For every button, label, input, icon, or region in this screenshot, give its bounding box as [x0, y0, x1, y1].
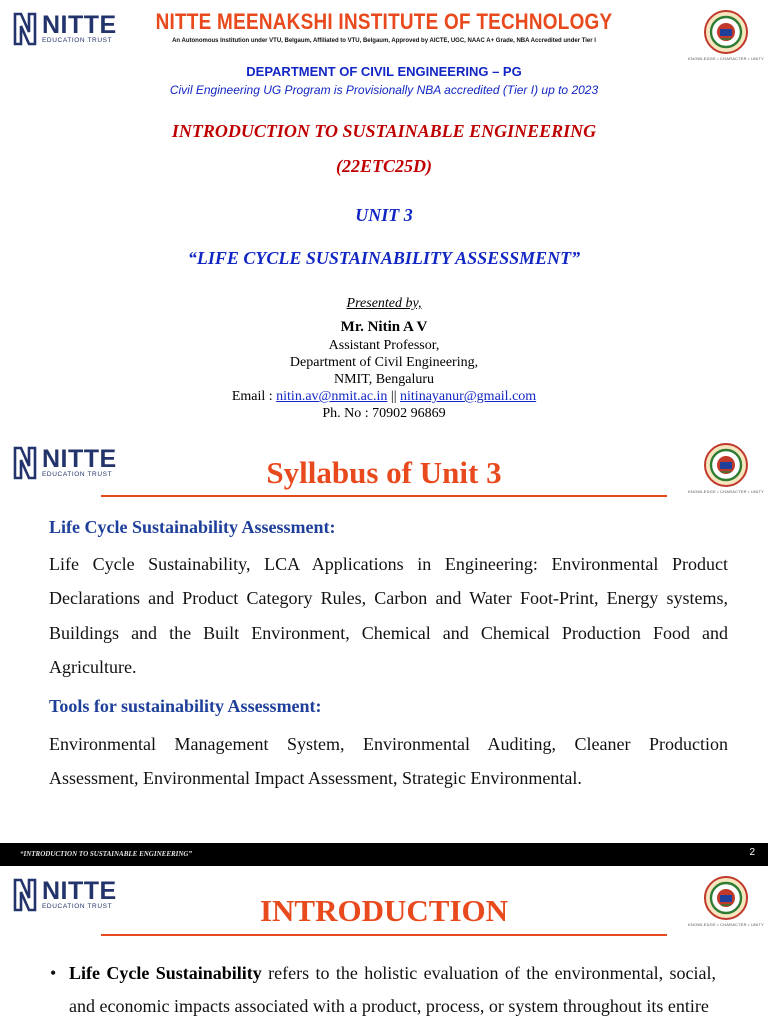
section-text-lcsa: Life Cycle Sustainability, LCA Applications in Engineering: Environmental Product Declarations and Product Category Rules, Carbon and Water Foot-Print, Energy systems, Buildings and the Built Environment, Chemical and Chemical Production Food and Agriculture.	[49, 554, 728, 678]
page-number: 2	[749, 847, 755, 858]
email-separator: ||	[387, 389, 401, 404]
unit-label: UNIT 3	[355, 205, 413, 225]
bullet-item	[50, 957, 716, 1023]
nba-note: Civil Engineering UG Program is Provisionally NBA accredited (Tier I) up to 2023	[169, 83, 599, 97]
presenter-email	[0, 389, 768, 405]
email-link-secondary[interactable]: nitinayanur@gmail.com	[400, 389, 537, 404]
department-heading: DEPARTMENT OF CIVIL ENGINEERING – PG	[246, 64, 522, 79]
logo-brand: NITTE	[42, 445, 117, 473]
bullet-text	[69, 957, 716, 1023]
seal-motto: KNOWLEDGE • CHARACTER • UNITY	[688, 922, 764, 927]
presenter-department: Department of Civil Engineering,	[289, 355, 479, 370]
slide-title: INTRODUCTION	[259, 893, 509, 928]
institute-title: NITTE MEENAKSHI INSTITUTE OF TECHNOLOGY	[155, 9, 613, 34]
bullet-term: Life Cycle Sustainability	[69, 963, 262, 983]
seal-motto: KNOWLEDGE • CHARACTER • UNITY	[688, 489, 764, 494]
institute-seal	[688, 9, 764, 61]
section-heading-lcsa: Life Cycle Sustainability Assessment:	[49, 517, 336, 537]
section-heading-tools: Tools for sustainability Assessment:	[49, 696, 322, 716]
presenter-designation: Assistant Professor,	[328, 338, 440, 353]
presenter-phone: Ph. No : 70902 96869	[322, 406, 446, 421]
title-underline	[101, 934, 667, 936]
course-code: (22ETC25D)	[336, 156, 432, 176]
logo-brand: NITTE	[42, 11, 117, 39]
email-label: Email :	[231, 389, 277, 404]
section-text-tools: Environmental Management System, Environmental Auditing, Cleaner Production Assessment, Environmental Impact Assessment, Strategic Environmental.	[49, 734, 728, 789]
slide-title: Syllabus of Unit 3	[266, 455, 502, 490]
presenter-institution: NMIT, Bengaluru	[333, 372, 435, 387]
syllabus-slide	[0, 432, 768, 866]
slide-footer	[0, 843, 768, 866]
institute-subtitle: An Autonomous Institution under VTU, Belgaum, Affiliated to VTU, Belgaum, Approved by AICTE, UGC, NAAC A+ Grade, NBA Accredited under Tier I	[172, 38, 596, 44]
bullet-dot-icon: •	[50, 963, 57, 983]
logo-sub: EDUCATION TRUST	[42, 37, 113, 44]
email-link-primary[interactable]: nitin.av@nmit.ac.in	[276, 389, 388, 404]
introduction-slide	[0, 866, 768, 1024]
title-underline	[101, 495, 667, 497]
bullet-description: refers to the holistic evaluation of the environmental, social, and economic impacts associated with a product, process, or system throughout its entire	[69, 963, 716, 1016]
presenter-name: Mr. Nitin A V	[340, 319, 428, 335]
seal-icon	[702, 9, 750, 55]
presented-by-label: Presented by,	[346, 296, 422, 311]
title-slide	[0, 0, 768, 432]
logo-sub: EDUCATION TRUST	[42, 903, 113, 910]
logo-sub: EDUCATION TRUST	[42, 471, 113, 478]
course-title: INTRODUCTION TO SUSTAINABLE ENGINEERING	[171, 121, 597, 141]
unit-topic: “LIFE CYCLE SUSTAINABILITY ASSESSMENT”	[187, 248, 581, 268]
footer-course-text: “INTRODUCTION TO SUSTAINABLE ENGINEERING”	[20, 850, 192, 858]
seal-motto: KNOWLEDGE • CHARACTER • UNITY	[688, 56, 764, 61]
logo-brand: NITTE	[42, 877, 117, 905]
